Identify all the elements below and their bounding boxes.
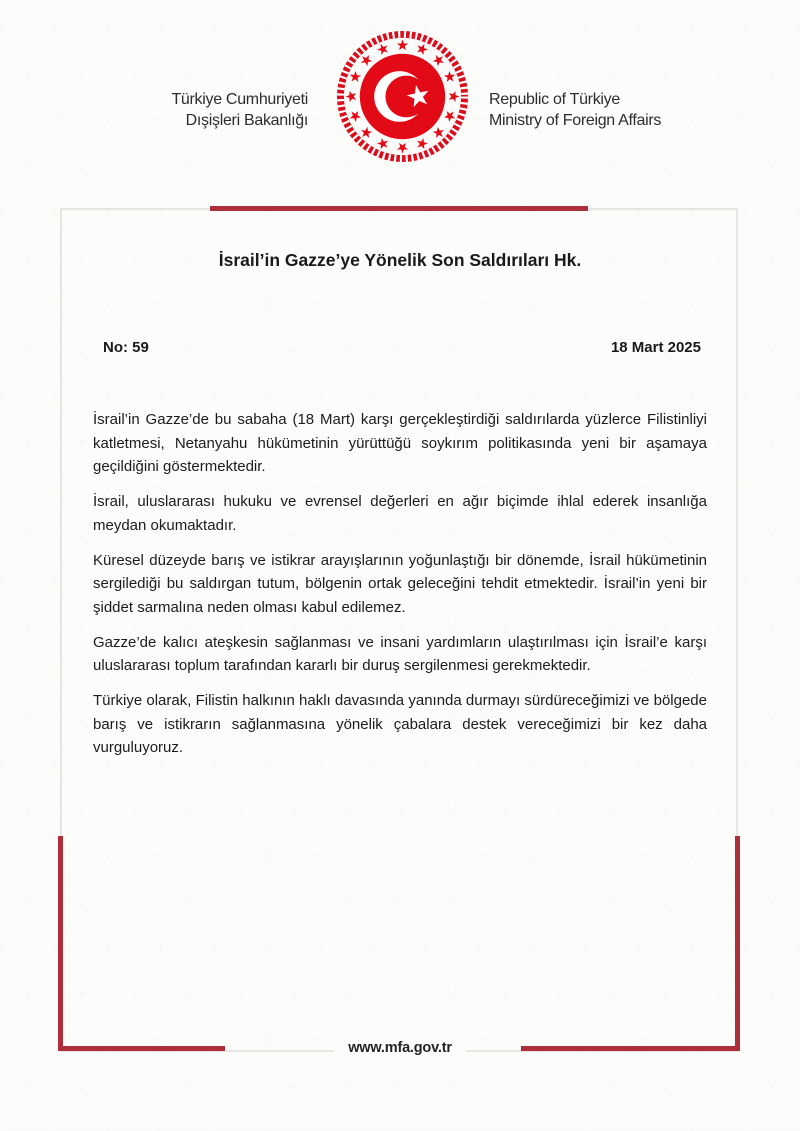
- org-tr-line2: Dışişleri Bakanlığı: [185, 112, 308, 129]
- website-text: www.mfa.gov.tr: [334, 1035, 466, 1061]
- document-date: 18 Mart 2025: [610, 339, 701, 356]
- document-number: No: 59: [103, 339, 149, 356]
- org-en-line1: Republic of Türkiye: [489, 91, 620, 108]
- paragraph: Türkiye olarak, Filistin halkının haklı davasında yanında durmayı sürdüreceğimizi ve bölgede barış ve istikrarın sağlanmasına yönelik çabalara destek vereceğimizi bir kez daha vurguluyoruz.: [93, 692, 707, 756]
- paragraph: Gazze’de kalıcı ateşkesin sağlanması ve insani yardımların ulaştırılması için İsrail’e karşı uluslararası toplum tarafından kararlı bir duruş sergilenmesi gerekmektedir.: [93, 633, 707, 674]
- paragraph: İsrail’in Gazze’de bu sabaha (18 Mart) karşı gerçekleştirdiği saldırılarda yüzlerce Filistinliyi katletmesi, Netanyahu hükümetinin yürüttüğü soykırım politikasında yeni bir aşamaya geçildiğini göstermektedir.: [93, 411, 707, 475]
- paragraph: Küresel düzeyde barış ve istikrar arayışlarının yoğunlaştığı bir dönemde, İsrail hükümetinin sergilediği bu saldırgan tutum, bölgenin ortak geleceğini tehdit etmektedir. İsrail’in yeni bir şiddet sarmalına neden olması kabul edilemez.: [93, 551, 707, 616]
- top-red-bar: [210, 206, 588, 211]
- org-en-line2: Ministry of Foreign Affairs: [489, 112, 662, 129]
- document-meta-row: [103, 339, 701, 356]
- left-red-bar: [58, 836, 63, 1049]
- page-title: İsrail’in Gazze’ye Yönelik Son Saldırıları Hk.: [218, 250, 582, 270]
- mfa-emblem: [333, 27, 472, 166]
- document-body: [93, 408, 707, 771]
- org-tr-line1: Türkiye Cumhuriyeti: [171, 91, 308, 108]
- crescent-star-emblem-icon: [333, 27, 472, 166]
- org-name-turkish: [171, 89, 308, 131]
- footer: [0, 1035, 800, 1061]
- paragraph: İsrail, uluslararası hukuku ve evrensel değerleri en ağır biçimde ihlal ederek insanlığa meydan okumaktadır.: [93, 493, 707, 534]
- org-name-english: [489, 89, 661, 131]
- right-red-bar: [735, 836, 740, 1049]
